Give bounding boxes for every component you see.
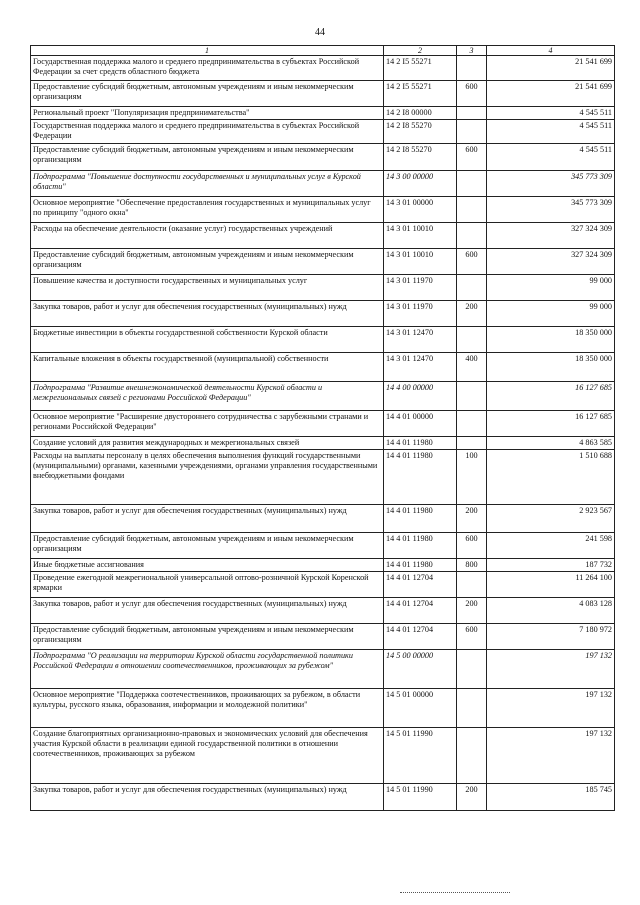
table-row: [31, 144, 615, 171]
row-code-cell: 14 5 01 11990: [384, 728, 457, 784]
table-row: [31, 353, 615, 382]
row-code-cell: 14 4 01 00000: [384, 411, 457, 437]
row-code-cell: 14 4 01 11980: [384, 559, 457, 572]
column-header-code: 2: [384, 46, 457, 56]
row-name-cell: Подпрограмма "Развитие внешнеэкономической деятельности Курской области и межрегиональных связей с регионами Российской Федерации": [31, 382, 384, 411]
column-header-name: 1: [31, 46, 384, 56]
row-expense-type-cell: 600: [457, 144, 487, 171]
row-amount-cell: 21 541 699: [487, 56, 615, 81]
row-code-cell: 14 3 01 12470: [384, 327, 457, 353]
row-code-cell: 14 2 I8 00000: [384, 107, 457, 120]
row-code-cell: 14 4 00 00000: [384, 382, 457, 411]
row-code-cell: 14 4 01 11980: [384, 437, 457, 450]
row-amount-cell: 18 350 000: [487, 353, 615, 382]
row-amount-cell: 197 132: [487, 728, 615, 784]
footer-dotted-mark: [400, 892, 510, 894]
row-amount-cell: 16 127 685: [487, 382, 615, 411]
row-amount-cell: 4 545 511: [487, 144, 615, 171]
row-amount-cell: 7 180 972: [487, 624, 615, 650]
row-expense-type-cell: 800: [457, 559, 487, 572]
table-row: [31, 572, 615, 598]
table-row: [31, 120, 615, 144]
table-row: [31, 559, 615, 572]
row-amount-cell: 99 000: [487, 301, 615, 327]
table-row: [31, 450, 615, 505]
row-amount-cell: 197 132: [487, 689, 615, 728]
row-expense-type-cell: 200: [457, 505, 487, 533]
row-code-cell: 14 2 I5 55271: [384, 81, 457, 107]
row-expense-type-cell: [457, 223, 487, 249]
row-name-cell: Основное мероприятие "Поддержка соотечественников, проживающих за рубежом, в области культуры, русского языка, образования, информации и молодежной политики": [31, 689, 384, 728]
row-name-cell: Предоставление субсидий бюджетным, автономным учреждениям и иным некоммерческим организациям: [31, 624, 384, 650]
table-row: [31, 107, 615, 120]
row-expense-type-cell: 400: [457, 353, 487, 382]
row-code-cell: 14 4 01 12704: [384, 624, 457, 650]
table-row: [31, 301, 615, 327]
table-row: [31, 533, 615, 559]
row-expense-type-cell: [457, 197, 487, 223]
budget-table: [30, 45, 615, 811]
row-name-cell: Подпрограмма "О реализации на территории Курской области государственной политики Российской Федерации в отношении соотечественников, проживающих за рубежом": [31, 650, 384, 689]
row-name-cell: Закупка товаров, работ и услуг для обеспечения государственных (муниципальных) нужд: [31, 598, 384, 624]
table-row: [31, 728, 615, 784]
row-code-cell: 14 4 01 12704: [384, 598, 457, 624]
row-name-cell: Региональный проект "Популяризация предпринимательства": [31, 107, 384, 120]
table-row: [31, 275, 615, 301]
row-amount-cell: 21 541 699: [487, 81, 615, 107]
row-code-cell: 14 3 01 10010: [384, 249, 457, 275]
row-name-cell: Основное мероприятие "Расширение двустороннего сотрудничества с зарубежными странами и регионами Российской Федерации": [31, 411, 384, 437]
table-row: [31, 437, 615, 450]
row-code-cell: 14 3 00 00000: [384, 171, 457, 197]
row-code-cell: 14 2 I8 55270: [384, 120, 457, 144]
row-amount-cell: 4 545 511: [487, 120, 615, 144]
row-amount-cell: 327 324 309: [487, 223, 615, 249]
column-header-amount: 4: [487, 46, 615, 56]
row-expense-type-cell: 600: [457, 81, 487, 107]
row-expense-type-cell: [457, 56, 487, 81]
table-row: [31, 327, 615, 353]
table-row: [31, 223, 615, 249]
row-name-cell: Закупка товаров, работ и услуг для обеспечения государственных (муниципальных) нужд: [31, 784, 384, 811]
row-amount-cell: 4 083 128: [487, 598, 615, 624]
row-amount-cell: 345 773 309: [487, 171, 615, 197]
row-name-cell: Предоставление субсидий бюджетным, автономным учреждениям и иным некоммерческим организациям: [31, 249, 384, 275]
row-amount-cell: 4 863 585: [487, 437, 615, 450]
page-number: 44: [315, 27, 325, 38]
row-expense-type-cell: [457, 107, 487, 120]
row-code-cell: 14 5 01 00000: [384, 689, 457, 728]
table-row: [31, 624, 615, 650]
row-code-cell: 14 5 01 11990: [384, 784, 457, 811]
row-expense-type-cell: 600: [457, 624, 487, 650]
row-expense-type-cell: [457, 650, 487, 689]
table-row: [31, 171, 615, 197]
row-code-cell: 14 2 I8 55270: [384, 144, 457, 171]
table-row: [31, 784, 615, 811]
row-amount-cell: 16 127 685: [487, 411, 615, 437]
table-row: [31, 197, 615, 223]
row-name-cell: Расходы на обеспечение деятельности (оказание услуг) государственных учреждений: [31, 223, 384, 249]
row-name-cell: Основное мероприятие "Обеспечение предоставления государственных и муниципальных услуг по принципу "одного окна": [31, 197, 384, 223]
row-name-cell: Предоставление субсидий бюджетным, автономным учреждениям и иным некоммерческим организациям: [31, 81, 384, 107]
table-row: [31, 249, 615, 275]
row-expense-type-cell: [457, 327, 487, 353]
row-name-cell: Иные бюджетные ассигнования: [31, 559, 384, 572]
row-code-cell: 14 4 01 11980: [384, 450, 457, 505]
row-name-cell: Создание благоприятных организационно-правовых и экономических условий для обеспечения участия Курской области в реализации единой государственной политики в отношении соотечественников, проживающих за рубежом: [31, 728, 384, 784]
row-expense-type-cell: 200: [457, 784, 487, 811]
row-name-cell: Капитальные вложения в объекты государственной (муниципальной) собственности: [31, 353, 384, 382]
row-name-cell: Закупка товаров, работ и услуг для обеспечения государственных (муниципальных) нужд: [31, 505, 384, 533]
row-code-cell: 14 4 01 12704: [384, 572, 457, 598]
row-expense-type-cell: [457, 572, 487, 598]
row-name-cell: Предоставление субсидий бюджетным, автономным учреждениям и иным некоммерческим организациям: [31, 144, 384, 171]
row-amount-cell: 11 264 100: [487, 572, 615, 598]
row-expense-type-cell: [457, 437, 487, 450]
row-name-cell: Подпрограмма "Повышение доступности государственных и муниципальных услуг в Курской области": [31, 171, 384, 197]
row-name-cell: Проведение ежегодной межрегиональной универсальной оптово-розничной Курской Коренской ярмарки: [31, 572, 384, 598]
row-code-cell: 14 3 01 00000: [384, 197, 457, 223]
table-row: [31, 56, 615, 81]
row-amount-cell: 1 510 688: [487, 450, 615, 505]
row-amount-cell: 345 773 309: [487, 197, 615, 223]
row-amount-cell: 18 350 000: [487, 327, 615, 353]
row-amount-cell: 241 598: [487, 533, 615, 559]
table-row: [31, 598, 615, 624]
row-amount-cell: 2 923 567: [487, 505, 615, 533]
row-name-cell: Предоставление субсидий бюджетным, автономным учреждениям и иным некоммерческим организациям: [31, 533, 384, 559]
row-code-cell: 14 4 01 11980: [384, 505, 457, 533]
row-amount-cell: 4 545 511: [487, 107, 615, 120]
row-name-cell: Создание условий для развития международных и межрегиональных связей: [31, 437, 384, 450]
table-row: [31, 81, 615, 107]
row-amount-cell: 197 132: [487, 650, 615, 689]
row-name-cell: Государственная поддержка малого и среднего предпринимательства в субъектах Российской Федерации: [31, 120, 384, 144]
row-name-cell: Закупка товаров, работ и услуг для обеспечения государственных (муниципальных) нужд: [31, 301, 384, 327]
row-expense-type-cell: [457, 728, 487, 784]
row-expense-type-cell: [457, 120, 487, 144]
row-code-cell: 14 2 I5 55271: [384, 56, 457, 81]
row-name-cell: Повышение качества и доступности государственных и муниципальных услуг: [31, 275, 384, 301]
row-amount-cell: 327 324 309: [487, 249, 615, 275]
row-expense-type-cell: 600: [457, 533, 487, 559]
row-code-cell: 14 3 01 11970: [384, 275, 457, 301]
row-name-cell: Расходы на выплаты персоналу в целях обеспечения выполнения функций государственными (муниципальными) органами, казенными учреждениями, органами управления государственными внебюджетными фондами: [31, 450, 384, 505]
row-code-cell: 14 3 01 12470: [384, 353, 457, 382]
row-amount-cell: 99 000: [487, 275, 615, 301]
row-amount-cell: 185 745: [487, 784, 615, 811]
table-row: [31, 650, 615, 689]
row-expense-type-cell: [457, 275, 487, 301]
table-row: [31, 411, 615, 437]
row-name-cell: Бюджетные инвестиции в объекты государственной собственности Курской области: [31, 327, 384, 353]
table-row: [31, 689, 615, 728]
row-code-cell: 14 3 01 10010: [384, 223, 457, 249]
row-code-cell: 14 5 00 00000: [384, 650, 457, 689]
table-row: [31, 382, 615, 411]
row-code-cell: 14 3 01 11970: [384, 301, 457, 327]
column-header-expense-type: 3: [457, 46, 487, 56]
table-row: [31, 505, 615, 533]
row-expense-type-cell: 200: [457, 598, 487, 624]
table-header-row: [31, 46, 615, 56]
row-expense-type-cell: 100: [457, 450, 487, 505]
row-expense-type-cell: [457, 382, 487, 411]
row-name-cell: Государственная поддержка малого и среднего предпринимательства в субъектах Российской Федерации за счет средств областного бюджета: [31, 56, 384, 81]
row-expense-type-cell: 200: [457, 301, 487, 327]
row-code-cell: 14 4 01 11980: [384, 533, 457, 559]
row-expense-type-cell: 600: [457, 249, 487, 275]
row-expense-type-cell: [457, 689, 487, 728]
row-expense-type-cell: [457, 171, 487, 197]
row-expense-type-cell: [457, 411, 487, 437]
row-amount-cell: 187 732: [487, 559, 615, 572]
